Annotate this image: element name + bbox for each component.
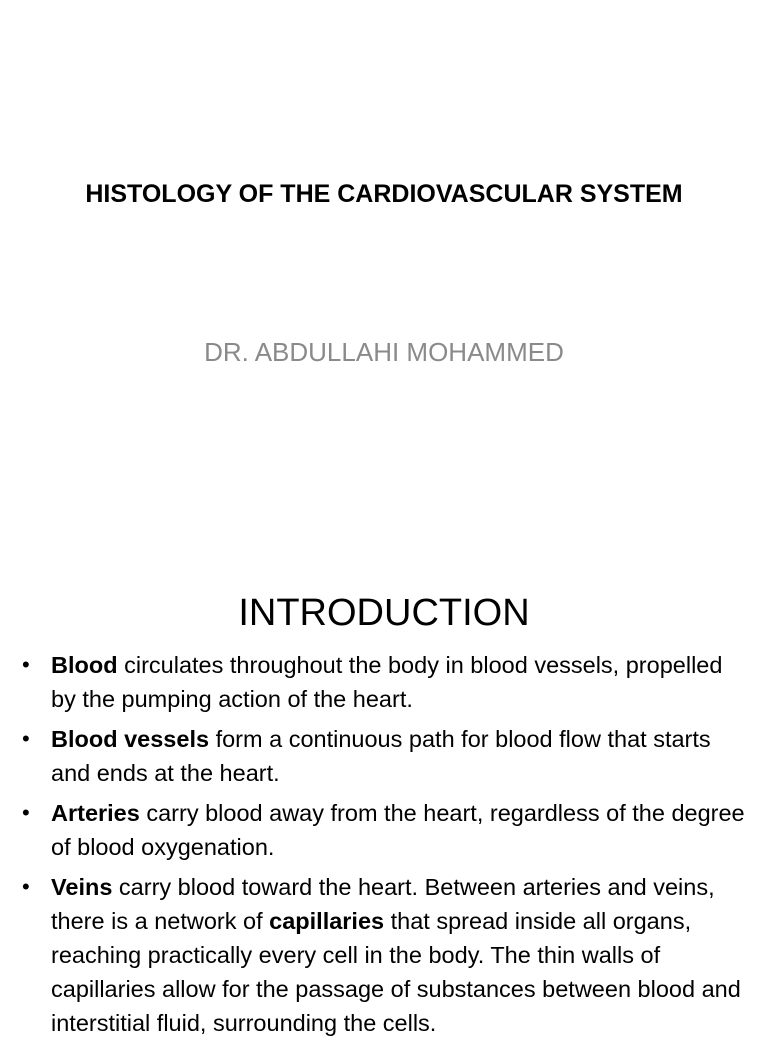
bullet-text-continued: that spread inside all organs, reaching practically every cell in the body. The thin walls of capillaries allow for the passage of substances between blood and interstitial fluid, surrounding the cells. [51, 908, 741, 1036]
bullet-term-capillaries: capillaries [269, 908, 385, 934]
bullet-text: circulates throughout the body in blood vessels, propelled by the pumping action of the heart. [51, 652, 723, 712]
bullet-item-arteries [22, 796, 752, 864]
slide-author: DR. ABDULLAHI MOHAMMED [204, 337, 564, 367]
bullet-item-blood-vessels [22, 722, 752, 790]
bullet-icon: • [22, 726, 30, 751]
bullet-icon: • [22, 800, 30, 825]
bullet-term: Blood vessels [51, 726, 210, 752]
bullet-icon: • [22, 874, 30, 899]
slide-title: HISTOLOGY OF THE CARDIOVASCULAR SYSTEM [85, 180, 683, 208]
bullet-term: Blood [51, 652, 118, 678]
bullet-icon: • [22, 652, 30, 677]
bullet-list [22, 648, 752, 1046]
section-title: INTRODUCTION [238, 592, 530, 634]
bullet-term: Arteries [51, 800, 140, 826]
bullet-text: carry blood toward the heart. Between arteries and veins, there is a network of [51, 874, 715, 934]
bullet-item-blood [22, 648, 752, 716]
bullet-text: carry blood away from the heart, regardless of the degree of blood oxygenation. [51, 800, 745, 860]
introduction-slide [0, 576, 768, 1036]
bullet-item-veins [22, 870, 752, 1040]
bullet-text: form a continuous path for blood flow that starts and ends at the heart. [51, 726, 711, 786]
bullet-term: Veins [51, 874, 113, 900]
